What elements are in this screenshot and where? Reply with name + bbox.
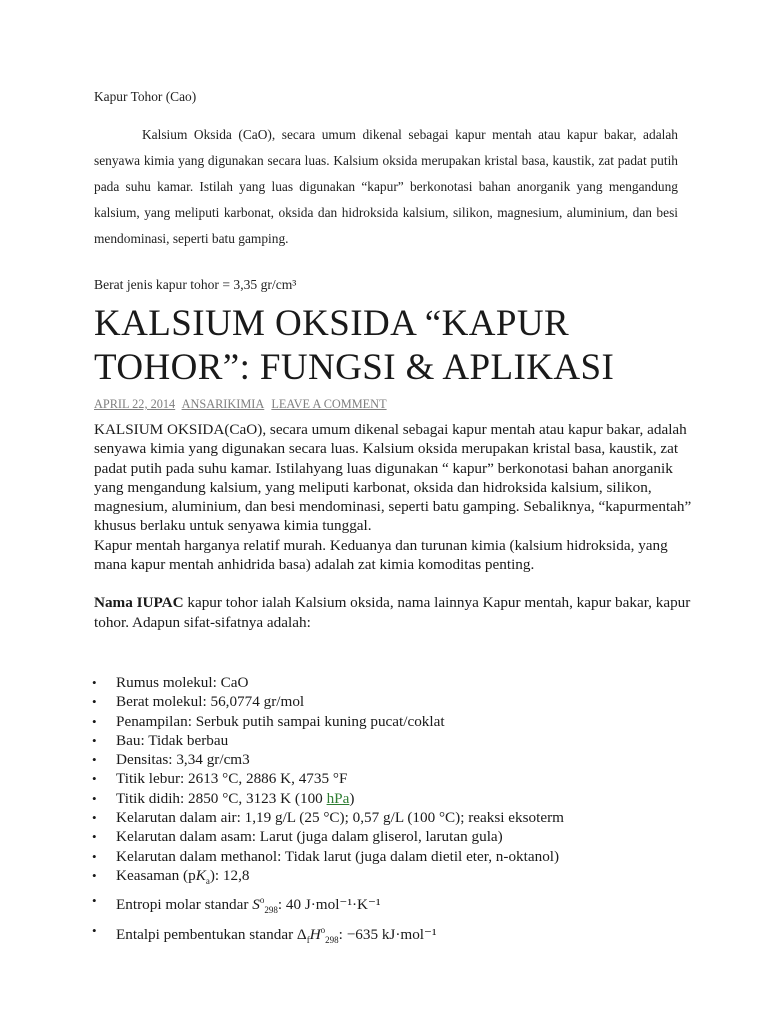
bullet-icon: • [92, 790, 97, 806]
article-paragraph-1: KALSIUM OKSIDA(CaO), secara umum dikenal sebagai kapur mentah atau kapur bakar, adalah senyawa kimia yang digunakan secara luas. Kalsium oksida merupakan kristal basa, kaustik, zat padat putih pada suhu kamar. Istilahyang luas digunakan “ kapur” berkonotasi bahan anorganik yang mengandung kalsium, yang meliputi karbonat, oksida dan hidroksida kalsium, silikon, magnesium, aluminium, dan besi mendominasi, seperti batu gamping. Sebaliknya, “kapurmentah” khusus berlaku untuk senyawa kimia tunggal. [94, 421, 692, 535]
properties-list [94, 673, 694, 950]
list-item: • Kelarutan dalam asam: Larut (juga dalam gliserol, larutan gula) [92, 828, 503, 846]
list-item: • Kelarutan dalam air: 1,19 g/L (25 °C); 0,57 g/L (100 °C); reaksi eksoterm [92, 809, 564, 827]
bullet-icon: • [92, 810, 97, 826]
bullet-icon: • [92, 922, 97, 938]
section-title: Kapur Tohor (Cao) [94, 89, 197, 104]
bullet-icon: • [92, 893, 97, 909]
post-date-link[interactable]: APRIL 22, 2014 [94, 397, 176, 411]
bullet-icon: • [92, 829, 97, 845]
bullet-icon: • [92, 732, 97, 748]
article-meta [94, 397, 391, 412]
bullet-icon: • [92, 867, 97, 883]
bullet-icon: • [92, 694, 97, 710]
hpa-link[interactable]: hPa [326, 789, 350, 807]
list-item: • Bau: Tidak berbau [92, 731, 229, 749]
density-line: Berat jenis kapur tohor = 3,35 gr/cm³ [94, 277, 297, 292]
list-item: • Titik didih: 2850 °C, 3123 K (100 hPa) [92, 789, 355, 807]
bullet-icon: • [92, 771, 97, 787]
article-title: KALSIUM OKSIDA “KAPUR TOHOR”: FUNGSI & APLIKASI [94, 303, 615, 388]
bullet-icon: • [92, 752, 97, 768]
list-item: • Entalpi pembentukan standar $\Delta_fH^o_{298}$: −635 kJ·mol⁻¹ [92, 922, 437, 945]
list-item: • Titik lebur: 2613 °C, 2886 K, 4735 °F [92, 770, 348, 788]
bullet-icon: • [92, 848, 97, 864]
article-body [94, 420, 694, 632]
list-item: • Berat molekul: 56,0774 gr/mol [92, 693, 305, 711]
list-item: • Entropi molar standar $S^o_{298}$: 40 J·mol⁻¹·K⁻¹ [92, 893, 381, 916]
list-item: • Kelarutan dalam methanol: Tidak larut (juga dalam dietil eter, n-oktanol) [92, 847, 560, 865]
article-paragraph-2: Kapur mentah harganya relatif murah. Keduanya dan turunan kimia (kalsium hidroksida, yang mana kapur mentah anhidrida basa) adalah zat kimia komoditas penting. [94, 536, 668, 574]
author-link[interactable]: ANSARIKIMIA [181, 397, 265, 411]
list-item: • Densitas: 3,34 gr/cm3 [92, 751, 250, 769]
iupac-paragraph [94, 593, 694, 632]
list-item: • Rumus molekul: CaO [92, 674, 249, 691]
leave-comment-link[interactable]: LEAVE A COMMENT [271, 397, 387, 411]
bullet-icon: • [92, 713, 97, 729]
list-item: • Keasaman $(pK_a)$: 12,8 [92, 866, 250, 886]
intro-paragraph: Kalsium Oksida (CaO), secara umum dikenal sebagai kapur mentah atau kapur bakar, adalah senyawa kimia yang digunakan secara luas. Kalsium oksida merupakan kristal basa, kaustik, zat padat putih pada suhu kamar. Istilah yang luas digunakan “kapur” berkonotasi bahan anorganik yang mengandung kalsium, yang meliputi karbonat, oksida dan hidroksida kalsium, silikon, magnesium, aluminium, dan besi mendominasi, seperti batu gamping. [94, 127, 678, 246]
bullet-icon: • [92, 675, 97, 690]
iupac-label: Nama IUPAC [94, 594, 184, 612]
list-item: • Penampilan: Serbuk putih sampai kuning pucat/coklat [92, 712, 445, 730]
iupac-text: kapur tohor ialah Kalsium oksida, nama lainnya Kapur mentah, kapur bakar, kapur tohor. Adapun sifat-sifatnya adalah: [94, 594, 691, 631]
